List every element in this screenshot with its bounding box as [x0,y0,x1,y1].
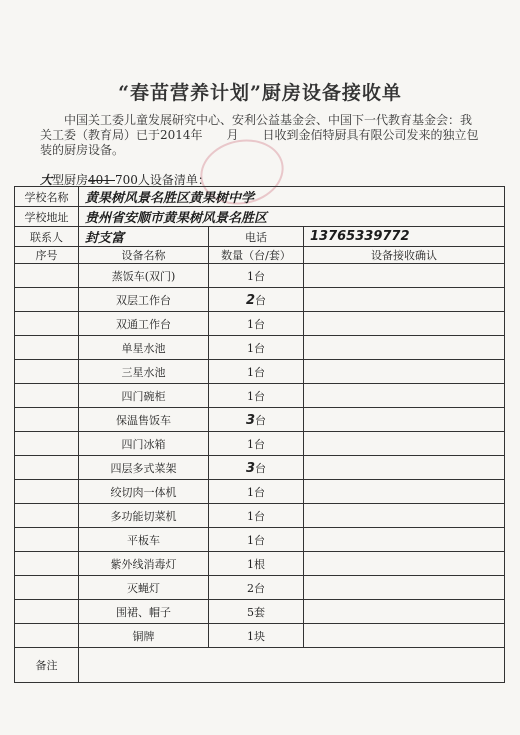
phone-field[interactable]: 13765339772 [304,227,505,247]
equipment-row [15,456,505,480]
equipment-row [15,504,505,528]
equipment-name: 双通工作台 [79,312,209,336]
equipment-row [15,264,505,288]
qty-number: 1 [247,269,254,283]
equipment-qty [209,624,304,648]
row-seq-cell [15,408,79,432]
row-seq-cell [15,576,79,600]
receipt-confirm-cell[interactable] [304,600,505,624]
qty-number: 1 [247,365,254,379]
row-seq-cell [15,360,79,384]
equipment-row [15,528,505,552]
phone-label: 电话 [209,227,304,247]
intro-text: 中国关工委儿童发展研究中心、安利公益基金会、中国下一代教育基金会：我关工委（教育局）已于2014年 月 日收到金佰特厨具有限公司发来的独立包装的厨房设备。 [40,113,479,157]
qty-unit: 台 [254,485,265,499]
school-name-row [15,187,505,207]
contact-field[interactable]: 封支富 [79,227,209,247]
row-seq-cell [15,432,79,456]
qty-unit: 台 [254,269,265,283]
qty-number: 3 [245,412,256,428]
receipt-confirm-cell[interactable] [304,336,505,360]
form-title: “春苗营养计划”厨房设备接收单 [118,82,402,104]
intro-paragraph [40,113,480,158]
equipment-qty [209,360,304,384]
row-seq-cell [15,600,79,624]
list-heading-prefix: 大 [40,173,53,187]
equipment-qty [209,288,304,312]
qty-unit: 台 [254,341,265,355]
column-name: 设备名称 [79,247,209,264]
equipment-name: 单星水池 [79,336,209,360]
qty-unit: 套 [254,605,265,619]
list-heading-middle: 型厨房 [52,173,89,187]
row-seq-cell [15,528,79,552]
equipment-name: 多功能切菜机 [79,504,209,528]
equipment-qty [209,264,304,288]
equipment-row [15,336,505,360]
school-name-field[interactable]: 黄果树风景名胜区黄果树中学 [79,187,505,207]
equipment-name: 铜牌 [79,624,209,648]
equipment-name: 保温售饭车 [79,408,209,432]
row-seq-cell [15,480,79,504]
equipment-row [15,480,505,504]
qty-number: 1 [247,509,254,523]
equipment-qty [209,336,304,360]
qty-number: 1 [247,389,254,403]
equipment-row [15,312,505,336]
qty-unit: 台 [255,413,267,427]
equipment-row [15,360,505,384]
row-seq-cell [15,624,79,648]
equipment-row [15,600,505,624]
row-seq-cell [15,552,79,576]
receipt-confirm-cell[interactable] [304,312,505,336]
equipment-qty [209,408,304,432]
qty-number: 1 [247,341,254,355]
equipment-name: 灭蝇灯 [79,576,209,600]
receipt-confirm-cell[interactable] [304,552,505,576]
equipment-name: 绞切肉一体机 [79,480,209,504]
receipt-confirm-cell[interactable] [304,384,505,408]
qty-unit: 台 [254,581,265,595]
qty-unit: 块 [254,629,265,643]
equipment-row [15,384,505,408]
receipt-confirm-cell[interactable] [304,576,505,600]
equipment-name: 平板车 [79,528,209,552]
qty-unit: 台 [255,461,267,475]
equipment-qty [209,456,304,480]
column-confirm: 设备接收确认 [304,247,505,264]
school-address-field[interactable]: 贵州省安顺市黄果树风景名胜区 [79,207,505,227]
equipment-qty [209,384,304,408]
row-seq-cell [15,336,79,360]
equipment-name: 四门碗柜 [79,384,209,408]
qty-number: 1 [247,317,254,331]
qty-number: 1 [247,437,254,451]
receipt-confirm-cell[interactable] [304,408,505,432]
equipment-row [15,624,505,648]
equipment-qty [209,600,304,624]
list-heading-struck: 401- [88,173,115,187]
receipt-confirm-cell[interactable] [304,360,505,384]
equipment-row [15,552,505,576]
qty-number: 1 [247,533,254,547]
receipt-table [14,186,505,683]
equipment-row [15,576,505,600]
equipment-row [15,432,505,456]
equipment-name: 双层工作台 [79,288,209,312]
equipment-qty [209,528,304,552]
row-seq-cell [15,312,79,336]
qty-number: 3 [245,460,256,476]
equipment-name: 围裙、帽子 [79,600,209,624]
row-seq-cell [15,456,79,480]
equipment-qty [209,576,304,600]
qty-unit: 台 [255,293,267,307]
equipment-qty [209,504,304,528]
qty-number: 1 [247,485,254,499]
contact-label: 联系人 [15,227,79,247]
remark-label: 备注 [15,648,79,683]
row-seq-cell [15,264,79,288]
equipment-name: 紫外线消毒灯 [79,552,209,576]
equipment-name: 四门冰箱 [79,432,209,456]
column-header-row [15,247,505,264]
equipment-name: 四层多式菜架 [79,456,209,480]
column-seq: 序号 [15,247,79,264]
equipment-row [15,408,505,432]
equipment-qty [209,432,304,456]
qty-number: 5 [247,605,254,619]
row-seq-cell [15,504,79,528]
equipment-qty [209,480,304,504]
remark-row [15,648,505,683]
row-seq-cell [15,384,79,408]
school-address-row [15,207,505,227]
qty-number: 2 [247,581,254,595]
qty-number: 1 [247,557,254,571]
equipment-row [15,288,505,312]
receipt-confirm-cell[interactable] [304,264,505,288]
equipment-qty [209,552,304,576]
receipt-confirm-cell[interactable] [304,480,505,504]
equipment-qty [209,312,304,336]
equipment-name: 蒸饭车(双门) [79,264,209,288]
remark-field[interactable] [79,648,505,683]
qty-unit: 台 [254,437,265,451]
qty-unit: 台 [254,533,265,547]
qty-unit: 台 [254,365,265,379]
receipt-confirm-cell[interactable] [304,432,505,456]
receipt-confirm-cell[interactable] [304,456,505,480]
row-seq-cell [15,288,79,312]
school-address-label: 学校地址 [15,207,79,227]
qty-number: 1 [247,629,254,643]
qty-unit: 台 [254,389,265,403]
receipt-confirm-cell[interactable] [304,528,505,552]
qty-number: 2 [245,292,256,308]
receipt-confirm-cell[interactable] [304,504,505,528]
qty-unit: 根 [254,557,265,571]
school-name-label: 学校名称 [15,187,79,207]
equipment-name: 三星水池 [79,360,209,384]
qty-unit: 台 [254,509,265,523]
list-heading-suffix: 700人设备清单： [115,173,210,187]
qty-unit: 台 [254,317,265,331]
contact-row [15,227,505,247]
column-qty: 数量（台/套） [209,247,304,264]
receipt-confirm-cell[interactable] [304,624,505,648]
receipt-confirm-cell[interactable] [304,288,505,312]
